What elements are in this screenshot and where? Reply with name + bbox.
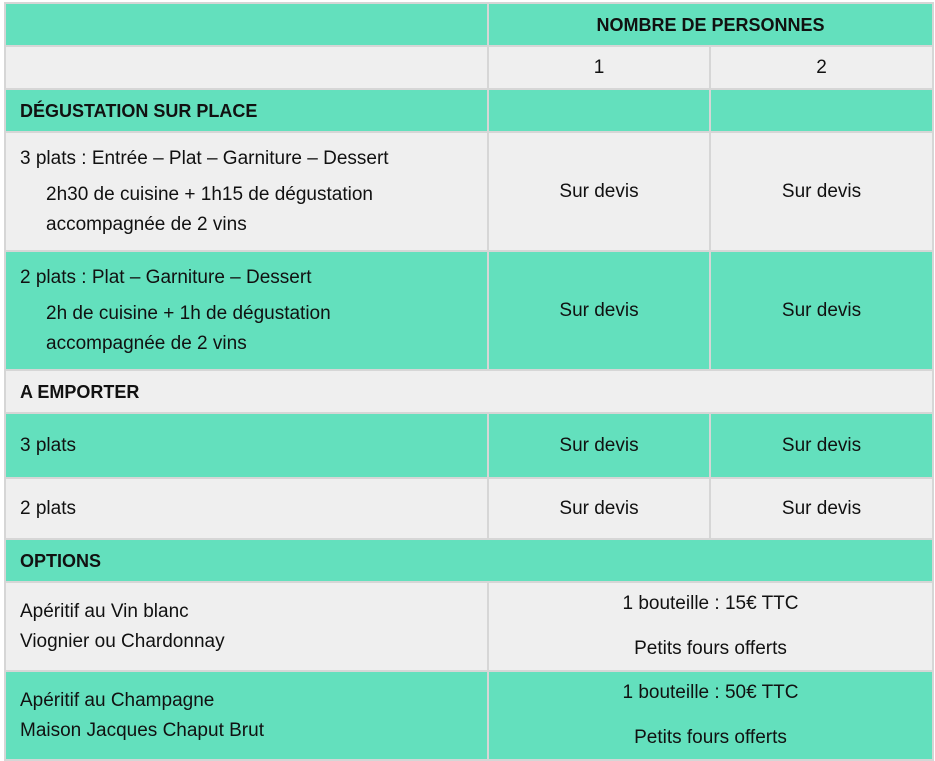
section-title-options: OPTIONS [5, 539, 933, 582]
table-row [5, 413, 933, 478]
price-cell: Sur devis [488, 132, 710, 251]
menu-description [5, 251, 488, 370]
option-note: Petits fours offerts [634, 638, 787, 659]
table-row [5, 582, 933, 671]
menu-detail-line: 2h30 de cuisine + 1h15 de dégustation [46, 183, 373, 205]
section-header-row [5, 89, 933, 132]
table-row [5, 671, 933, 760]
section-empty-cell [488, 89, 710, 132]
option-title: Apéritif au Champagne [20, 689, 215, 711]
menu-description [5, 132, 488, 251]
table-row [5, 251, 933, 370]
header-empty-cell [5, 3, 488, 46]
table-row [5, 132, 933, 251]
price-cell: Sur devis [488, 251, 710, 370]
option-description [5, 671, 488, 760]
menu-title: 2 plats : Plat – Garniture – Dessert [20, 266, 312, 288]
header-title: NOMBRE DE PERSONNES [488, 3, 933, 46]
menu-detail-line: accompagnée de 2 vins [46, 332, 247, 354]
section-empty-cell [710, 89, 933, 132]
option-price: 1 bouteille : 15€ TTC [622, 593, 799, 614]
menu-title: 3 plats [5, 413, 488, 478]
header-row [5, 3, 933, 46]
section-title-emporter: A EMPORTER [5, 370, 933, 413]
people-count-2: 2 [710, 46, 933, 89]
table-row [5, 478, 933, 539]
people-count-1: 1 [488, 46, 710, 89]
section-header-row [5, 539, 933, 582]
option-price: 1 bouteille : 50€ TTC [622, 682, 799, 703]
people-count-row [5, 46, 933, 89]
option-detail: Maison Jacques Chaput Brut [20, 719, 264, 741]
option-detail: Viognier ou Chardonnay [20, 630, 225, 652]
section-title-sur-place: DÉGUSTATION SUR PLACE [5, 89, 488, 132]
option-note: Petits fours offerts [634, 727, 787, 748]
option-price-cell [488, 671, 933, 760]
menu-title: 2 plats [5, 478, 488, 539]
price-cell: Sur devis [710, 132, 933, 251]
option-price-cell [488, 582, 933, 671]
price-cell: Sur devis [488, 478, 710, 539]
pricing-table [4, 2, 934, 761]
option-title: Apéritif au Vin blanc [20, 600, 189, 622]
price-cell: Sur devis [710, 478, 933, 539]
people-empty-cell [5, 46, 488, 89]
section-header-row [5, 370, 933, 413]
price-cell: Sur devis [710, 251, 933, 370]
option-description [5, 582, 488, 671]
menu-detail-line: 2h de cuisine + 1h de dégustation [46, 302, 331, 324]
price-cell: Sur devis [710, 413, 933, 478]
menu-detail-line: accompagnée de 2 vins [46, 213, 247, 235]
menu-title: 3 plats : Entrée – Plat – Garniture – Dessert [20, 147, 389, 169]
price-cell: Sur devis [488, 413, 710, 478]
